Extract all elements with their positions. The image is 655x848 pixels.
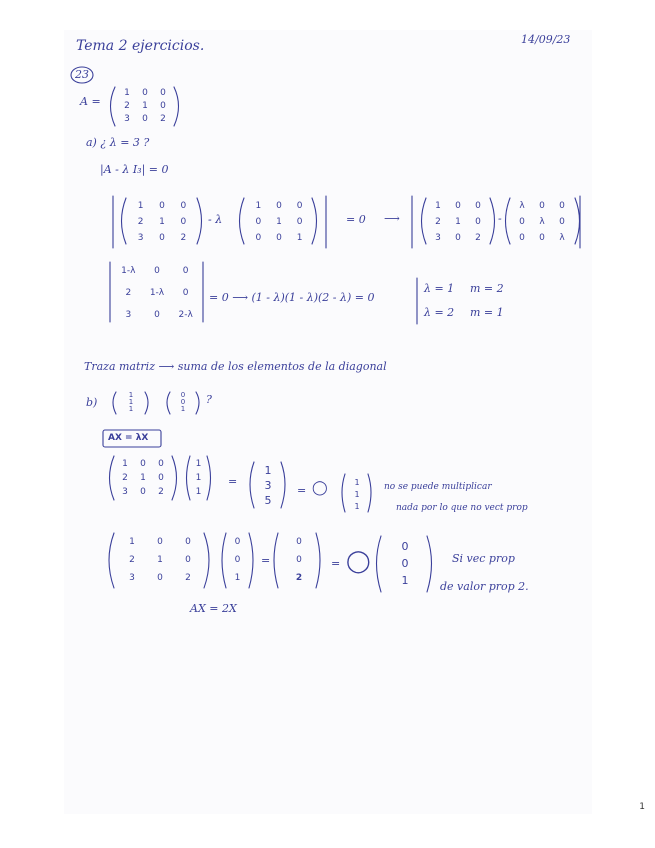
root-1-multiplicity: m = 2: [470, 282, 504, 295]
matrix-a: 1 0 0 2 1 0 3 0 2: [124, 88, 166, 124]
step1-matrix-a: 1 0 0 2 1 0 3 0 2: [137, 201, 187, 243]
characteristic-equation: |A - λ I₃| = 0: [100, 163, 169, 176]
line2-vector-2: 0 0 1: [401, 540, 409, 587]
question-vector-1: 1 1 1: [128, 391, 134, 413]
exercise-number: 23: [75, 68, 89, 81]
line2-comment-2: de valor prop 2.: [440, 580, 529, 593]
equals-zero: = 0: [346, 213, 366, 226]
line2-lambda-placeholder: ◯: [346, 549, 371, 574]
determinant-matrix: 1-λ 0 0 2 1-λ 0 3 0 2-λ: [121, 266, 193, 320]
step1-matrix-a-copy: 1 0 0 2 1 0 3 0 2: [435, 201, 481, 243]
trace-note: Traza matriz ⟶ suma de los elementos de la diagonal: [84, 360, 387, 373]
root-2-lambda: λ = 2: [424, 306, 455, 319]
part-b-label: b): [86, 396, 98, 409]
line1-lambda-placeholder: ◯: [312, 480, 328, 496]
minus-lambda: - λ: [208, 213, 223, 226]
conclusion: AX = 2X: [190, 602, 237, 615]
line2-result: 0 0 2: [295, 537, 303, 583]
line1-comment-1: no se puede multiplicar: [384, 482, 492, 492]
question-vector-2: 0 0 1: [180, 391, 186, 413]
arrow: ⟶: [384, 212, 400, 225]
line1-comment-2: nada por lo que no vect prop: [396, 503, 528, 513]
minus: -: [498, 212, 502, 225]
date: 14/09/23: [521, 33, 571, 46]
part-a-question: a) ¿ λ = 3 ?: [86, 136, 150, 149]
identity-matrix: 1 0 0 0 1 0 0 0 1: [255, 201, 303, 243]
line2-matrix-a: 1 0 0 2 1 0 3 0 2: [129, 537, 191, 583]
line2-equals-2: =: [331, 557, 341, 570]
line2-equals: =: [261, 554, 271, 567]
line2-comment-1: Si vec prop: [452, 552, 515, 565]
lambda-diagonal-matrix: λ 0 0 0 λ 0 0 0 λ: [519, 201, 565, 243]
page-title: Tema 2 ejercicios.: [76, 38, 205, 54]
line1-vector-2: 1 1 1: [354, 478, 360, 511]
line1-vector: 1 1 1: [195, 459, 202, 497]
root-2-multiplicity: m = 1: [470, 306, 504, 319]
matrix-label: A =: [80, 95, 101, 108]
eigen-equation-box: AX = λX: [108, 433, 149, 443]
line1-equals-2: =: [297, 484, 307, 497]
page-number: 1: [639, 802, 645, 812]
root-1-lambda: λ = 1: [424, 282, 455, 295]
line2-vector: 0 0 1: [234, 537, 241, 583]
line1-result: 1 3 5: [264, 464, 272, 507]
characteristic-polynomial: = 0 ⟶ (1 - λ)(1 - λ)(2 - λ) = 0: [209, 291, 375, 304]
line1-equals: =: [228, 475, 238, 488]
line1-matrix-a: 1 0 0 2 1 0 3 0 2: [122, 459, 164, 497]
question-mark: ?: [206, 393, 212, 406]
